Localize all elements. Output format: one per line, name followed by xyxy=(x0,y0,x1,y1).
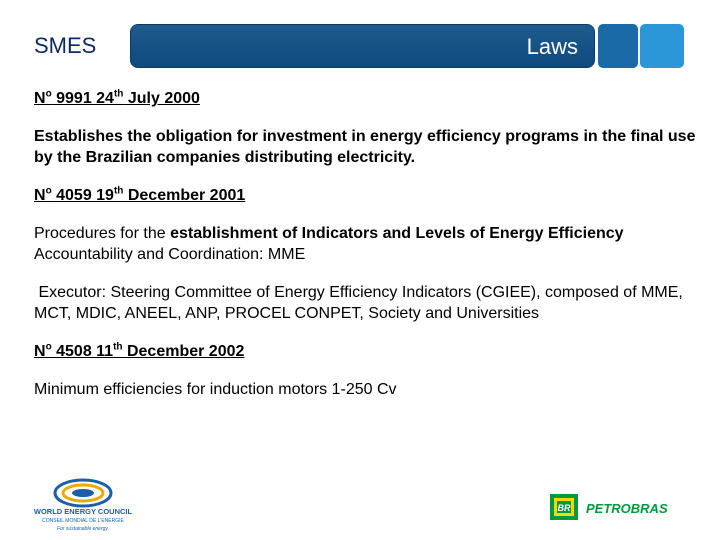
br-mark-text: BR xyxy=(557,503,571,513)
law-item xyxy=(34,185,718,206)
law-executor: Executor: Steering Committee of Energy Efficiency Indicators (CGIEE), composed of MME, MCT, MDIC, ANEEL, ANP, PROCEL CONPET, Society and Universities xyxy=(34,284,688,322)
world-energy-council-logo xyxy=(26,476,141,534)
petrobras-logo xyxy=(550,492,690,522)
wec-tagline: For sustainable energy. xyxy=(57,526,109,532)
petrobras-name: PETROBRAS xyxy=(586,501,668,516)
law-heading: $N^o$ 4059 19th December 2001 xyxy=(34,185,246,204)
header-title: SMES xyxy=(34,33,97,58)
header-bar xyxy=(130,24,595,68)
law-description: Minimum efficiencies for induction motors 1-250 Cv xyxy=(34,381,397,398)
law-heading: $N^o$ 4508 11th December 2002 xyxy=(34,341,245,360)
wec-name: WORLD ENERGY COUNCIL xyxy=(33,507,133,516)
wec-name-fr: CONSEIL MONDIAL DE L'ENERGIE xyxy=(42,518,124,524)
header-bar-label: Laws xyxy=(526,34,578,59)
law-item xyxy=(34,88,718,109)
law-item xyxy=(34,341,718,362)
header-square-light xyxy=(640,24,684,68)
law-description: Procedures for the establishment of Indicators and Levels of Energy Efficiency Accountability and Coordination: MME xyxy=(34,225,624,263)
law-description: Establishes the obligation for investment in energy efficiency programs in the final use by the Brazilian companies distributing electricity. xyxy=(34,128,696,166)
laws-content xyxy=(34,88,718,417)
law-heading: $N^o$ 9991 24th July 2000 xyxy=(34,88,200,107)
header-square-dark xyxy=(598,24,638,68)
